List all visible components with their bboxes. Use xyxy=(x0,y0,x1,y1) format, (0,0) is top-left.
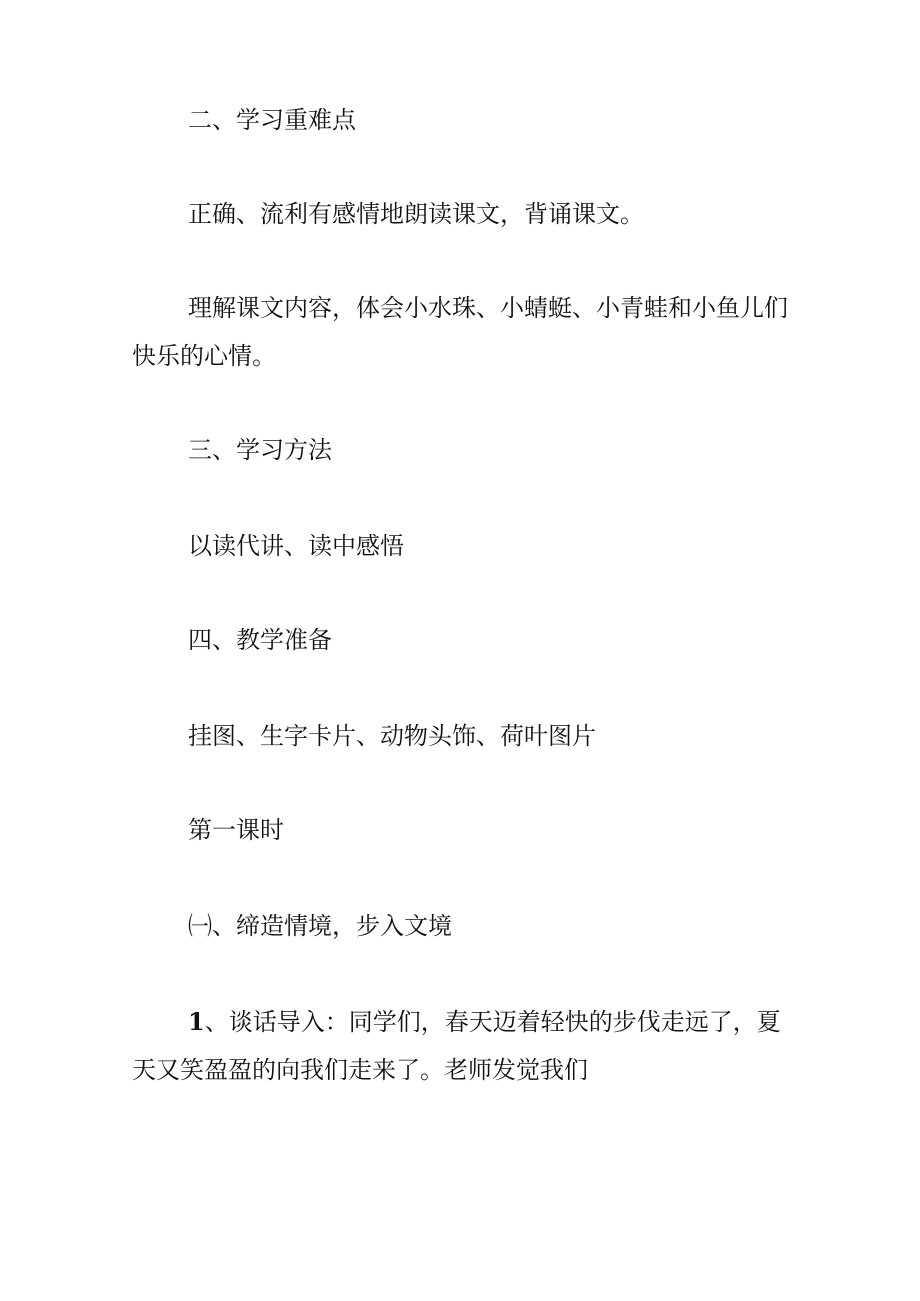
paragraph-understanding-goal: 理解课文内容，体会小水珠、小蜻蜓、小青蛙和小鱼儿们快乐的心情。 xyxy=(132,294,788,370)
section-heading-preparation: 四、教学准备 xyxy=(188,626,332,654)
list-item-text: 、谈话导入：同学们，春天迈着轻快的步伐走远了，夏天又笑盈盈的向我们走来了。老师发觉我们 xyxy=(132,1008,781,1084)
paragraph-preparation: 挂图、生字卡片、动物头饰、荷叶图片 xyxy=(188,722,596,750)
list-item-1 xyxy=(132,998,792,1094)
paragraph-method: 以读代讲、读中感悟 xyxy=(188,532,404,560)
step-heading-1: ㈠、缔造情境，步入文境 xyxy=(188,912,452,940)
lesson-title: 第一课时 xyxy=(188,816,284,844)
paragraph-reading-goal: 正确、流利有感情地朗读课文，背诵课文。 xyxy=(188,200,644,228)
list-item-number: 1 xyxy=(188,1007,205,1036)
section-heading-difficulties: 二、学习重难点 xyxy=(188,106,356,134)
section-heading-method: 三、学习方法 xyxy=(188,436,332,464)
